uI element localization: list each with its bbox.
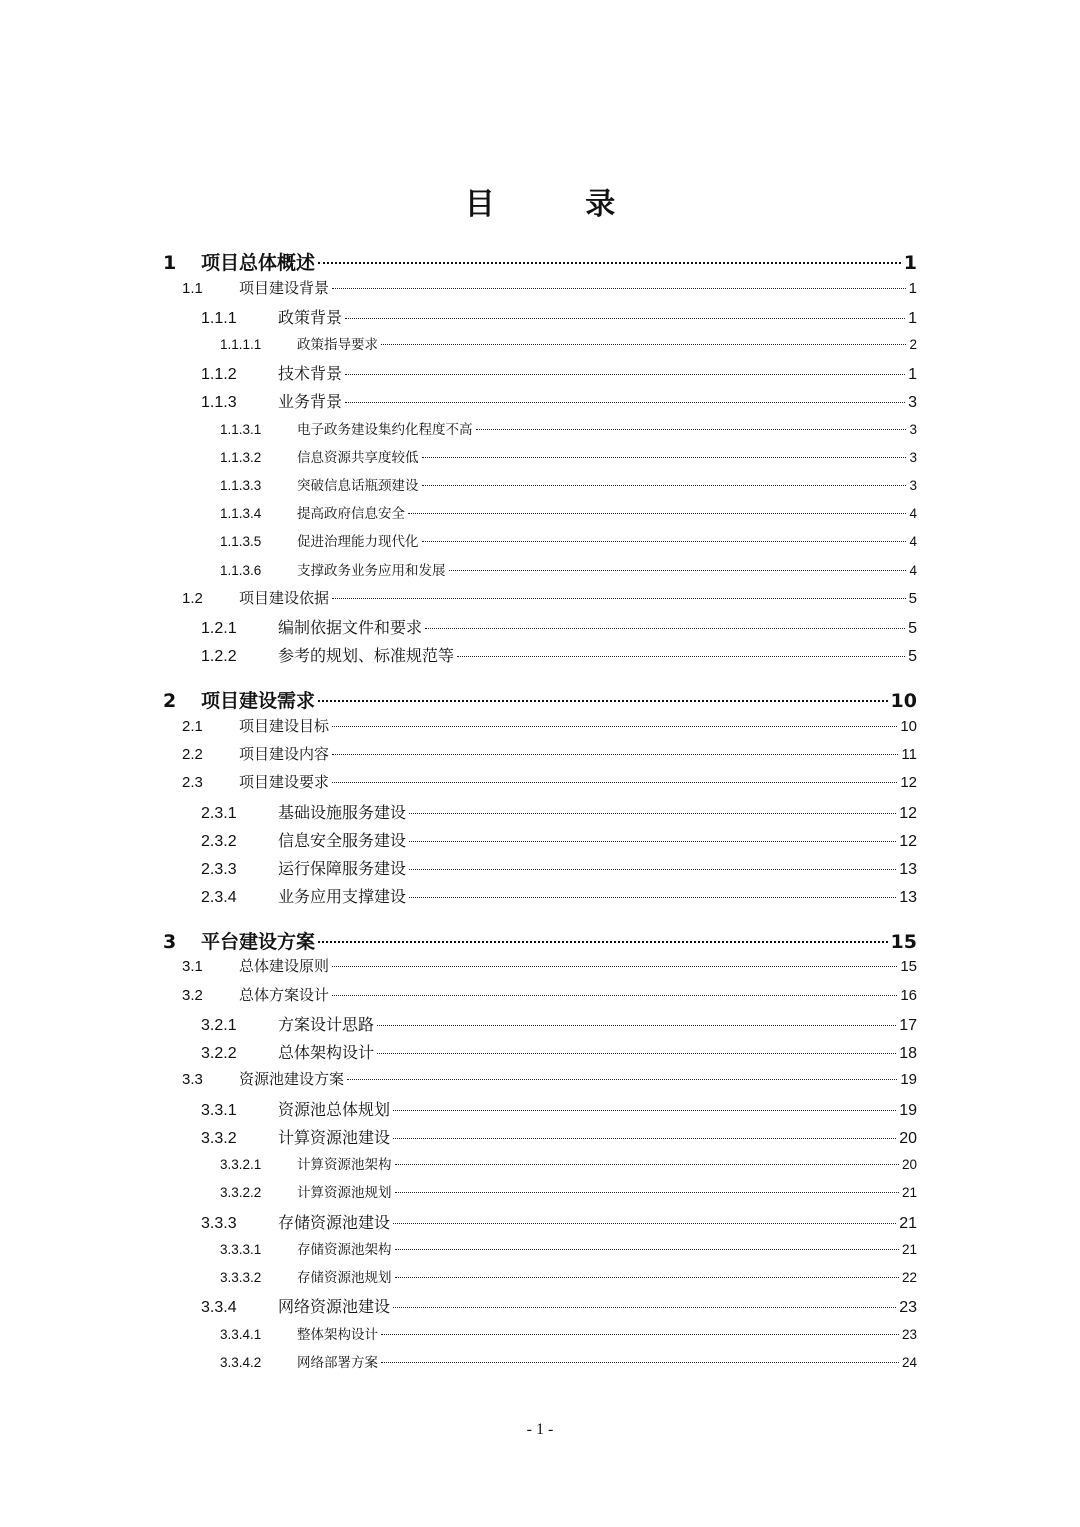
toc-entry-title: 总体建设原则: [239, 957, 330, 975]
toc-entry-page: 21: [901, 1242, 917, 1257]
toc-entry-level-2[interactable]: [182, 715, 917, 739]
toc-entry-number: 3.2: [182, 987, 203, 1004]
toc-entry-level-3[interactable]: [201, 1125, 917, 1149]
dot-leader: [347, 1079, 897, 1080]
dot-leader: [408, 513, 906, 514]
toc-entry-title: 项目总体概述: [201, 252, 316, 274]
dot-leader: [422, 457, 907, 458]
dot-leader: [381, 344, 906, 345]
toc-entry-title: 项目建设需求: [201, 690, 316, 712]
toc-entry-number: 1.1: [182, 280, 203, 297]
toc-entry-number: 2.3.1: [201, 805, 237, 822]
toc-entry-level-4[interactable]: [220, 559, 917, 583]
toc-entry-title: 项目建设目标: [239, 717, 330, 735]
toc-entry-page: 19: [899, 1102, 917, 1119]
toc-entry-number: 3.3.4.1: [220, 1327, 262, 1342]
toc-entry-title: 平台建设方案: [201, 931, 316, 953]
toc-entry-level-3[interactable]: [201, 1294, 917, 1318]
toc-entry-page: 11: [901, 746, 917, 763]
toc-entry-number: 3.2.2: [201, 1045, 237, 1062]
dot-leader: [332, 782, 897, 783]
toc-entry-level-2[interactable]: [182, 277, 917, 301]
toc-entry-title: 存储资源池架构: [297, 1242, 392, 1258]
toc-entry-page: 3: [908, 394, 917, 411]
toc-entry-page: 12: [899, 833, 917, 850]
dot-leader: [332, 966, 897, 967]
dot-leader: [318, 941, 888, 943]
toc-entry-number: 3.3.2: [201, 1130, 237, 1147]
dot-leader: [393, 1138, 896, 1139]
toc-entry-number: 3.3.3.1: [220, 1242, 262, 1257]
dot-leader: [422, 541, 907, 542]
toc-entry-number: 3.3.3.2: [220, 1270, 262, 1285]
toc-entry-title: 业务背景: [278, 392, 343, 411]
dot-leader: [395, 1164, 899, 1165]
toc-entry-number: 1.1.3.6: [220, 563, 262, 578]
toc-entry-page: 5: [908, 590, 917, 607]
toc-entry-number: 2.3.3: [201, 861, 237, 878]
toc-entry-number: 3.3: [182, 1071, 203, 1088]
toc-entry-level-4[interactable]: [220, 1323, 917, 1347]
toc-entry-title: 计算资源池规划: [297, 1185, 392, 1201]
dot-leader: [345, 402, 905, 403]
toc-entry-title: 项目建设内容: [239, 745, 330, 763]
toc-entry-page: 4: [909, 534, 917, 549]
toc-entry-page: 13: [899, 889, 917, 906]
toc-entry-page: 5: [908, 620, 917, 637]
toc-entry-title: 总体架构设计: [278, 1043, 375, 1062]
toc-entry-number: 1.1.3.5: [220, 534, 262, 549]
dot-leader: [476, 429, 907, 430]
toc-entry-number: 3.1: [182, 958, 203, 975]
toc-entry-title: 突破信息话瓶颈建设: [297, 478, 419, 494]
dot-leader: [457, 656, 905, 657]
toc-entry-level-4[interactable]: [220, 474, 917, 498]
toc-entry-title: 存储资源池建设: [278, 1213, 391, 1232]
toc-entry-title: 资源池建设方案: [239, 1070, 345, 1088]
toc-entry-title: 整体架构设计: [297, 1327, 378, 1343]
dot-leader: [345, 318, 905, 319]
toc-entry-level-4[interactable]: [220, 1266, 917, 1290]
toc-entry-page: 2: [909, 337, 917, 352]
dot-leader: [332, 598, 906, 599]
toc-entry-page: 10: [890, 690, 917, 712]
toc-entry-title: 技术背景: [278, 364, 343, 383]
dot-leader: [395, 1277, 899, 1278]
toc-entry-number: 3: [163, 931, 177, 953]
toc-entry-level-3[interactable]: [201, 1097, 917, 1121]
toc-entry-page: 19: [900, 1071, 917, 1088]
dot-leader: [377, 1053, 896, 1054]
toc-entry-page: 16: [900, 987, 917, 1004]
toc-entry-level-3[interactable]: [201, 828, 917, 852]
toc-entry-page: 20: [899, 1130, 917, 1147]
dot-leader: [393, 1110, 896, 1111]
toc-entry-page: 1: [908, 366, 917, 383]
toc-entry-level-2[interactable]: [182, 1068, 917, 1092]
dot-leader: [381, 1362, 899, 1363]
toc-entry-level-4[interactable]: [220, 530, 917, 554]
dot-leader: [345, 374, 905, 375]
toc-entry-title: 提高政府信息安全: [297, 506, 405, 522]
toc-entry-title: 存储资源池规划: [297, 1270, 392, 1286]
dot-leader: [332, 995, 897, 996]
toc-entry-page: 4: [909, 563, 917, 578]
toc-entry-title: 项目建设要求: [239, 773, 330, 791]
toc-entry-number: 1.1.3: [201, 394, 237, 411]
toc-entry-title: 电子政务建设集约化程度不高: [297, 422, 473, 438]
dot-leader: [409, 841, 896, 842]
dot-leader: [318, 262, 901, 264]
toc-entry-level-3[interactable]: [201, 643, 917, 667]
dot-leader: [409, 813, 896, 814]
toc-entry-title: 基础设施服务建设: [278, 803, 407, 822]
dot-leader: [381, 1334, 899, 1335]
dot-leader: [425, 628, 905, 629]
toc-entry-page: 3: [909, 478, 917, 493]
toc-entry-title: 信息资源共享度较低: [297, 450, 419, 466]
toc-entry-page: 24: [901, 1355, 917, 1370]
toc-entry-level-4[interactable]: [220, 418, 917, 442]
toc-entry-number: 3.3.4: [201, 1299, 237, 1316]
toc-entry-title: 网络资源池建设: [278, 1297, 391, 1316]
toc-entry-title: 业务应用支撑建设: [278, 887, 407, 906]
toc-entry-number: 3.3.4.2: [220, 1355, 262, 1370]
toc-entry-title: 信息安全服务建设: [278, 831, 407, 850]
toc-entry-number: 2.1: [182, 718, 203, 735]
toc-entry-level-3[interactable]: [201, 1040, 917, 1064]
toc-entry-level-2[interactable]: [182, 587, 917, 611]
toc-entry-page: 3: [909, 422, 917, 437]
toc-entry-title: 政策指导要求: [297, 337, 378, 353]
toc-entry-number: 1.1.3.1: [220, 422, 262, 437]
toc-entry-page: 4: [909, 506, 917, 521]
toc-entry-page: 23: [901, 1327, 917, 1342]
toc-entry-page: 5: [908, 648, 917, 665]
dot-leader: [393, 1307, 896, 1308]
toc-entry-level-3[interactable]: [201, 1012, 917, 1036]
toc-entry-page: 1: [908, 280, 917, 297]
toc-entry-number: 1.2.1: [201, 620, 237, 637]
toc-entry-number: 3.2.1: [201, 1017, 237, 1034]
dot-leader: [393, 1223, 896, 1224]
toc-entry-level-1[interactable]: [163, 248, 917, 276]
dot-leader: [409, 897, 896, 898]
toc-entry-number: 3.3.3: [201, 1215, 237, 1232]
toc-entry-page: 18: [899, 1045, 917, 1062]
toc-entry-page: 21: [901, 1185, 917, 1200]
toc-entry-title: 计算资源池架构: [297, 1157, 392, 1173]
dot-leader: [422, 485, 907, 486]
toc-entry-title: 支撑政务业务应用和发展: [297, 563, 446, 579]
toc-entry-level-4[interactable]: [220, 1181, 917, 1205]
dot-leader: [377, 1025, 896, 1026]
toc-entry-number: 1: [163, 252, 177, 274]
toc-entry-page: 10: [900, 718, 917, 735]
toc-entry-page: 17: [899, 1017, 917, 1034]
toc-entry-level-3[interactable]: [201, 615, 917, 639]
toc-entry-title: 政策背景: [278, 308, 343, 327]
toc-entry-number: 2.3.4: [201, 889, 237, 906]
toc-entry-level-2[interactable]: [182, 984, 917, 1008]
toc-title: 目 录: [464, 187, 656, 222]
dot-leader: [409, 869, 896, 870]
toc-entry-title: 项目建设依据: [239, 589, 330, 607]
toc-entry-level-4[interactable]: [220, 1153, 917, 1177]
toc-entry-level-3[interactable]: [201, 389, 917, 413]
toc-entry-page: 13: [899, 861, 917, 878]
toc-entry-page: 22: [901, 1270, 917, 1285]
toc-entry-page: 21: [899, 1215, 917, 1232]
toc-entry-page: 12: [899, 805, 917, 822]
toc-entry-page: 3: [909, 450, 917, 465]
toc-entry-number: 1.2.2: [201, 648, 237, 665]
toc-entry-level-4[interactable]: [220, 502, 917, 526]
toc-entry-title: 项目建设背景: [239, 279, 330, 297]
toc-entry-page: 23: [899, 1299, 917, 1316]
toc-entry-number: 1.1.1.1: [220, 337, 262, 352]
toc-entry-level-2[interactable]: [182, 771, 917, 795]
toc-entry-number: 1.1.1: [201, 310, 237, 327]
toc-entry-number: 1.1.3.3: [220, 478, 262, 493]
toc-entry-level-3[interactable]: [201, 361, 917, 385]
toc-entry-title: 网络部署方案: [297, 1355, 378, 1371]
toc-entry-number: 1.1.3.4: [220, 506, 262, 521]
dot-leader: [395, 1249, 899, 1250]
toc-entry-number: 3.3.2.2: [220, 1185, 262, 1200]
toc-entry-page: 20: [901, 1157, 917, 1172]
toc-entry-level-4[interactable]: [220, 333, 917, 357]
toc-entry-level-4[interactable]: [220, 446, 917, 470]
toc-entry-level-3[interactable]: [201, 800, 917, 824]
toc-entry-title: 总体方案设计: [239, 986, 330, 1004]
toc-entry-level-3[interactable]: [201, 884, 917, 908]
toc-entry-level-2[interactable]: [182, 743, 917, 767]
toc-entry-page: 12: [900, 774, 917, 791]
dot-leader: [332, 726, 897, 727]
toc-entry-number: 2.3: [182, 774, 203, 791]
toc-entry-level-2[interactable]: [182, 955, 917, 979]
toc-entry-level-3[interactable]: [201, 856, 917, 880]
toc-entry-number: 2.2: [182, 746, 203, 763]
toc-entry-level-3[interactable]: [201, 305, 917, 329]
toc-entry-number: 1.1.2: [201, 366, 237, 383]
toc-entry-level-1[interactable]: [163, 686, 917, 714]
toc-entry-page: 15: [890, 931, 917, 953]
dot-leader: [449, 570, 907, 571]
toc-entry-title: 资源池总体规划: [278, 1100, 391, 1119]
toc-entry-number: 2.3.2: [201, 833, 237, 850]
toc-entry-number: 2: [163, 690, 177, 712]
toc-entry-title: 参考的规划、标准规范等: [278, 646, 455, 665]
toc-entry-level-3[interactable]: [201, 1210, 917, 1234]
toc-entry-number: 3.3.1: [201, 1102, 237, 1119]
toc-entry-page: 1: [903, 252, 917, 274]
toc-entry-page: 1: [908, 310, 917, 327]
toc-entry-level-4[interactable]: [220, 1351, 917, 1375]
toc-entry-number: 1.2: [182, 590, 203, 607]
toc-entry-title: 促进治理能力现代化: [297, 534, 419, 550]
toc-entry-page: 15: [900, 958, 917, 975]
toc-entry-title: 计算资源池建设: [278, 1128, 391, 1147]
toc-entry-number: 1.1.3.2: [220, 450, 262, 465]
dot-leader: [395, 1192, 899, 1193]
toc-entry-level-4[interactable]: [220, 1238, 917, 1262]
toc-entry-number: 3.3.2.1: [220, 1157, 262, 1172]
dot-leader: [318, 700, 888, 702]
toc-entry-title: 编制依据文件和要求: [278, 618, 423, 637]
page-number: - 1 -: [526, 1421, 554, 1438]
toc-entry-title: 方案设计思路: [278, 1015, 375, 1034]
dot-leader: [332, 754, 898, 755]
toc-entry-title: 运行保障服务建设: [278, 859, 407, 878]
toc-entry-level-1[interactable]: [163, 927, 917, 955]
dot-leader: [332, 288, 906, 289]
